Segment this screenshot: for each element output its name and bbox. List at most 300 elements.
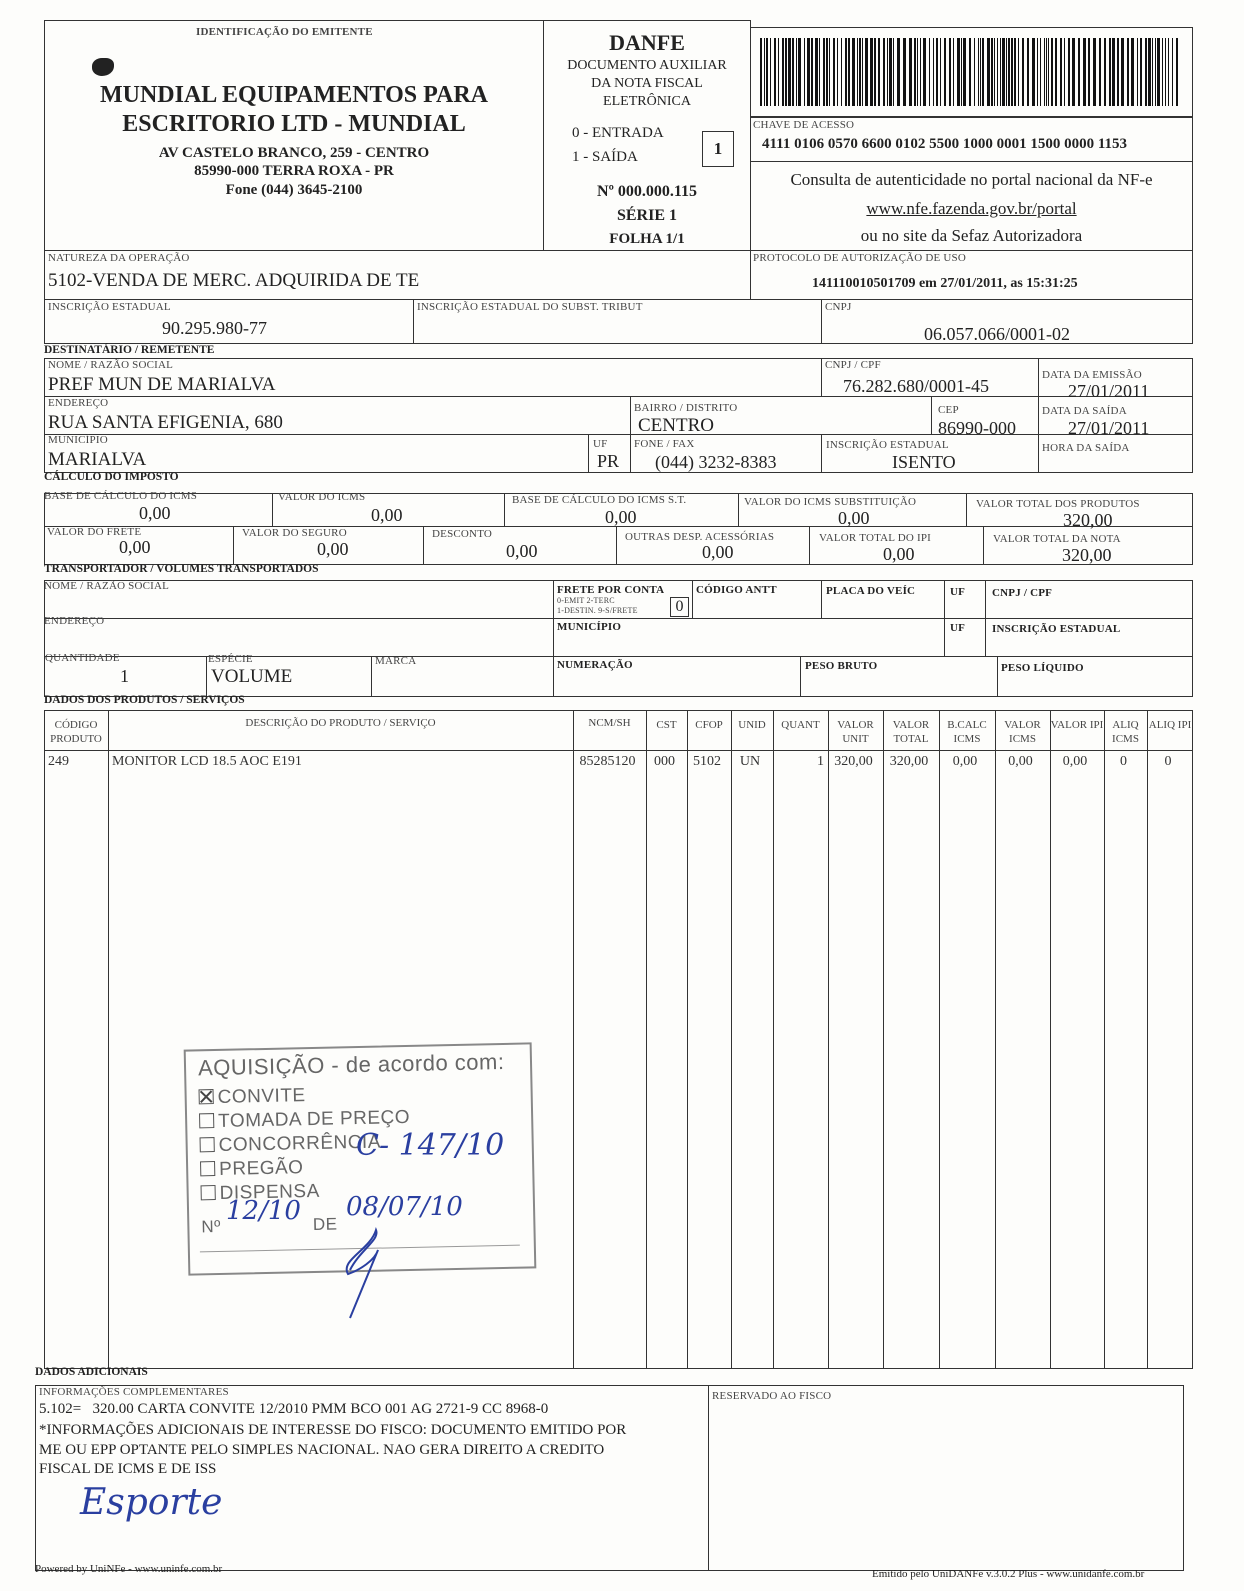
dest-nome: PREF MUN DE MARIALVA <box>48 374 276 395</box>
barcode-bar <box>819 38 820 106</box>
produtos-column-divider <box>731 710 732 1369</box>
frete-value-box: 0 <box>670 597 689 617</box>
trans-row-1 <box>44 618 1193 619</box>
imp-col-e <box>233 526 234 565</box>
barcode-bar <box>848 38 850 106</box>
dest-municipio: MARIALVA <box>48 449 147 470</box>
info-line-3: ME OU EPP OPTANTE PELO SIMPLES NACIONAL. NAO GERA DIREITO A CREDITO <box>39 1442 605 1458</box>
table-cell: 320,00 <box>834 754 873 769</box>
barcode-bar <box>987 38 990 106</box>
danfe-subtitle-2: DA NOTA FISCAL <box>591 76 703 91</box>
entrada-label: 0 - ENTRADA <box>572 125 664 141</box>
barcode-bar <box>994 38 995 106</box>
trans-cnpj-label: CNPJ / CPF <box>992 587 1053 599</box>
barcode-bar <box>764 38 765 106</box>
dest-col-1 <box>821 358 822 396</box>
dest-nome-label: NOME / RAZÃO SOCIAL <box>48 359 174 371</box>
footer-right: Emitido pelo UniDANFe v.3.0.2 Plus - www.unidanfe.com.br <box>872 1568 1145 1580</box>
barcode-bar <box>1165 38 1166 106</box>
barcode-bar <box>852 38 855 106</box>
barcode-bar <box>874 38 876 106</box>
produtos-header-cell: VALOR IPI <box>1050 719 1104 731</box>
barcode-bar <box>837 38 838 106</box>
barcode-bar <box>957 38 960 106</box>
protocolo-label: PROTOCOLO DE AUTORIZAÇÃO DE USO <box>753 252 966 264</box>
barcode-bar <box>1044 38 1045 106</box>
stamp-de: DE <box>312 1214 338 1234</box>
barcode-bar <box>782 38 784 106</box>
valor-icms: 0,00 <box>371 505 403 525</box>
barcode-bar <box>807 38 810 106</box>
barcode-bar <box>1168 38 1169 106</box>
barcode-bar <box>1145 38 1147 106</box>
trans-col-e <box>985 580 986 656</box>
barcode-bar <box>936 38 938 106</box>
barcode-bar <box>909 38 912 106</box>
table-cell: UN <box>739 754 761 769</box>
barcode-bar <box>982 38 984 106</box>
inscricao-value: 90.295.980-77 <box>162 318 267 338</box>
natureza-value: 5102-VENDA DE MERC. ADQUIRIDA DE TE <box>48 270 420 291</box>
outras-value: 0,00 <box>702 542 734 562</box>
barcode-bar <box>833 38 835 106</box>
trans-col-h <box>800 656 801 697</box>
barcode-bar <box>798 38 801 106</box>
produtos-header-cell: VALOR UNIT <box>837 719 874 745</box>
barcode-bar <box>1088 38 1090 106</box>
dest-col-3 <box>630 396 631 473</box>
stamp-option-convite <box>198 1085 305 1109</box>
natureza-label: NATUREZA DA OPERAÇÃO <box>48 252 190 264</box>
base-icms-label: BASE DE CÁLCULO DO ICMS <box>44 490 198 502</box>
barcode-bar <box>940 38 941 106</box>
barcode-bar <box>788 38 791 106</box>
produtos-header-cell: CÓDIGO PRODUTO <box>50 719 102 745</box>
barcode-bar <box>859 38 861 106</box>
barcode-bar <box>1140 38 1142 106</box>
quantidade-value: 1 <box>120 666 129 686</box>
barcode-bar <box>923 38 926 106</box>
dest-emissao-label: DATA DA EMISSÃO <box>1042 369 1142 381</box>
emitente-name-2: ESCRITORIO LTD - MUNDIAL <box>122 111 466 137</box>
frete-label: VALOR DO FRETE <box>47 526 142 538</box>
chave-value: 4111 0106 0570 6600 0102 5500 1000 0001 1500 0000 1153 <box>762 136 1128 152</box>
table-cell: 320,00 <box>889 754 929 769</box>
barcode-bar <box>1127 38 1129 106</box>
cnpj-emit-label: CNPJ <box>825 301 852 313</box>
checkbox-icon <box>200 1137 215 1152</box>
dest-cnpj-label: CNPJ / CPF <box>825 359 881 371</box>
frete-conta-label: FRETE POR CONTA <box>557 584 665 596</box>
protocolo-value: 141110010501709 em 27/01/2011, as 15:31:25 <box>812 276 1078 291</box>
consulta-sefaz: ou no site da Sefaz Autorizadora <box>860 226 1083 245</box>
handwritten-date: 08/07/10 <box>346 1192 463 1222</box>
barcode-bar <box>778 38 779 106</box>
checkbox-icon <box>201 1185 216 1200</box>
barcode-bar <box>760 38 762 106</box>
emitente-address: AV CASTELO BRANCO, 259 - CENTRO <box>158 145 430 161</box>
emitente-city: 85990-000 TERRA ROXA - PR <box>194 163 394 179</box>
produtos-header-cell: CST <box>656 719 677 731</box>
barcode-bar <box>980 38 981 106</box>
checkbox-icon <box>200 1161 215 1176</box>
dest-saida-label: DATA DA SAÍDA <box>1042 405 1127 417</box>
especie-value: VOLUME <box>211 666 293 687</box>
trans-col-a <box>553 580 554 697</box>
produtos-column-divider <box>646 710 647 1369</box>
produtos-header-cell: B.CALC ICMS <box>947 719 987 745</box>
dest-uf: PR <box>597 451 620 471</box>
barcode-bar <box>1000 38 1001 106</box>
barcode-bar <box>811 38 813 106</box>
dest-col-5 <box>588 434 589 473</box>
barcode-bar <box>1064 38 1065 106</box>
barcode-bar <box>1008 38 1010 106</box>
barcode-bar <box>1162 38 1163 106</box>
handwritten-reference: C- 147/10 <box>356 1128 505 1163</box>
inscricao-st-label: INSCRIÇÃO ESTADUAL DO SUBST. TRIBUT <box>417 301 643 313</box>
saida-label: 1 - SAÍDA <box>572 149 638 165</box>
checkbox-icon <box>199 1113 214 1128</box>
barcode-bar <box>1109 38 1111 106</box>
info-line-4: FISCAL DE ICMS E DE ISS <box>39 1461 217 1477</box>
dest-saida: 27/01/2011 <box>1068 418 1150 438</box>
dest-ie: ISENTO <box>892 452 956 472</box>
dest-endereco: RUA SANTA EFIGENIA, 680 <box>48 412 283 433</box>
consulta-text: Consulta de autenticidade no portal nacional da NF-e <box>790 170 1153 189</box>
barcode-bar <box>878 38 880 106</box>
produtos-header-cell: VALOR TOTAL <box>892 719 930 745</box>
produtos-column-divider <box>995 710 996 1369</box>
outras-label: OUTRAS DESP. ACESSÓRIAS <box>625 531 775 543</box>
nf-number: Nº 000.000.115 <box>597 183 697 200</box>
stamp-option-concorrencia <box>199 1132 381 1158</box>
produtos-column-divider <box>828 710 829 1369</box>
info-line-1: 5.102= 320.00 CARTA CONVITE 12/2010 PMM BCO 001 AG 2721-9 CC 8968-0 <box>39 1401 549 1417</box>
dest-col-4 <box>931 396 932 434</box>
emitente-name-1: MUNDIAL EQUIPAMENTOS PARA <box>99 82 489 108</box>
barcode-bar <box>1093 38 1096 106</box>
trans-nome-label: NOME / RAZÃO SOCIAL <box>44 580 170 592</box>
barcode-bar <box>870 38 873 106</box>
produtos-column-divider <box>883 710 884 1369</box>
barcode-bar <box>1137 38 1138 106</box>
adicionais-section: DADOS ADICIONAIS <box>35 1366 148 1378</box>
total-nota-label: VALOR TOTAL DA NOTA <box>993 533 1121 545</box>
info-label: INFORMAÇÕES COMPLEMENTARES <box>39 1386 229 1398</box>
dest-uf-label: UF <box>593 438 608 450</box>
barcode-bar <box>944 38 946 106</box>
chave-label: CHAVE DE ACESSO <box>753 119 855 131</box>
barcode-bar <box>841 38 842 106</box>
stamp-convite-label: CONVITE <box>217 1085 306 1108</box>
valor-st: 0,00 <box>838 508 870 528</box>
transportador-section: TRANSPORTADOR / VOLUMES TRANSPORTADOS <box>44 563 319 575</box>
barcode-bar <box>1172 38 1173 106</box>
barcode-bar <box>933 38 934 106</box>
barcode-bar <box>963 38 966 106</box>
inscricao-label: INSCRIÇÃO ESTADUAL <box>48 301 171 313</box>
barcode-bar <box>1083 38 1086 106</box>
emitente-phone: Fone (044) 3645-2100 <box>225 182 363 198</box>
barcode-bar <box>917 38 918 106</box>
barcode-bar <box>1104 38 1106 106</box>
nf-folha: FOLHA 1/1 <box>609 231 685 247</box>
barcode-bar <box>1018 38 1019 106</box>
barcode-bar <box>1011 38 1013 106</box>
barcode-bar <box>978 38 979 106</box>
barcode-bar <box>829 38 830 106</box>
dest-bairro-label: BAIRRO / DISTRITO <box>634 402 738 414</box>
stamp-tomada-label: TOMADA DE PREÇO <box>217 1106 411 1132</box>
barcode-bar <box>857 38 858 106</box>
barcode-bar <box>1155 38 1156 106</box>
produtos-column-divider <box>573 710 574 1369</box>
barcode-bar <box>792 38 794 106</box>
barcode-bar <box>893 38 894 106</box>
barcode-bar <box>903 38 906 106</box>
barcode-bar <box>1152 38 1153 106</box>
barcode-bar <box>1112 38 1115 106</box>
barcode-bar <box>823 38 825 106</box>
barcode-bar <box>991 38 993 106</box>
imp-col-h <box>809 526 810 565</box>
produtos-column-divider <box>108 710 109 1369</box>
barcode-bar <box>1078 38 1080 106</box>
handwritten-number: 12/10 <box>226 1196 301 1226</box>
trans-uf-label: UF <box>950 586 966 598</box>
table-cell: 0,00 <box>1062 754 1088 769</box>
produtos-column-divider <box>1147 710 1148 1369</box>
trans-col-b <box>692 580 693 618</box>
base-icms: 0,00 <box>139 503 171 523</box>
barcode-bar <box>770 38 771 106</box>
produtos-header-cell: ALIQ IPI <box>1148 719 1192 731</box>
imp-col-a <box>272 493 273 526</box>
barcode-bar <box>1002 38 1005 106</box>
frete-value: 0,00 <box>119 537 151 557</box>
dest-municipio-label: MUNICÍPIO <box>48 434 108 446</box>
antt-label: CÓDIGO ANTT <box>696 584 777 596</box>
barcode-bar <box>1072 38 1075 106</box>
total-prod: 320,00 <box>1063 510 1113 530</box>
barcode-bar <box>883 38 885 106</box>
produtos-column-divider <box>1104 710 1105 1369</box>
produtos-header-cell: DESCRIÇÃO DO PRODUTO / SERVIÇO <box>245 717 436 729</box>
barcode-bar <box>929 38 930 106</box>
trans-uf2-label: UF <box>950 622 966 634</box>
dest-ie-label: INSCRIÇÃO ESTADUAL <box>826 439 949 451</box>
produtos-header-cell: QUANT <box>781 719 820 731</box>
imposto-section: CÁLCULO DO IMPOSTO <box>44 471 179 483</box>
produtos-column-divider <box>687 710 688 1369</box>
trans-col-f <box>206 656 207 697</box>
table-cell: 5102 <box>693 754 721 769</box>
barcode-bar <box>1099 38 1101 106</box>
barcode-bar <box>997 38 998 106</box>
barcode-bar <box>1068 38 1070 106</box>
barcode-bar <box>897 38 900 106</box>
dest-cnpj: 76.282.680/0001-45 <box>843 376 989 396</box>
produtos-column-divider <box>1050 710 1051 1369</box>
signature-icon <box>320 1210 400 1320</box>
barcode-bar <box>1006 38 1007 106</box>
placa-label: PLACA DO VEÍC <box>826 585 916 597</box>
dest-bairro: CENTRO <box>638 415 714 436</box>
reservado-box <box>708 1385 1184 1571</box>
barcode-bar <box>1176 38 1178 106</box>
dest-row-2 <box>44 434 1193 435</box>
barcode-bar <box>1037 38 1038 106</box>
barcode-bar <box>774 38 776 106</box>
barcode-bar <box>1148 38 1151 106</box>
dest-col-6 <box>821 434 822 473</box>
trans-ie-label: INSCRIÇÃO ESTADUAL <box>992 623 1121 635</box>
consulta-link[interactable]: www.nfe.fazenda.gov.br/portal <box>866 199 1077 218</box>
barcode-bar <box>1048 38 1049 106</box>
dest-fone-label: FONE / FAX <box>634 438 695 450</box>
dest-fone: (044) 3232-8383 <box>655 452 777 472</box>
barcode-bar <box>974 38 975 106</box>
barcode-bar <box>1157 38 1160 106</box>
barcode-bar <box>1051 38 1053 106</box>
table-cell: MONITOR LCD 18.5 AOC E191 <box>112 754 302 769</box>
checkbox-checked-icon <box>199 1089 214 1104</box>
barcode-bar <box>804 38 805 106</box>
danfe-title: DANFE <box>609 30 685 55</box>
produtos-column-divider <box>773 710 774 1369</box>
barcode-bar <box>1032 38 1035 106</box>
dest-row-1 <box>44 396 1193 397</box>
table-cell: 000 <box>654 754 675 769</box>
barcode-bar <box>961 38 962 106</box>
barcode-bar <box>1131 38 1134 106</box>
total-prod-label: VALOR TOTAL DOS PRODUTOS <box>976 498 1140 510</box>
produtos-header-cell: NCM/SH <box>588 717 631 729</box>
table-cell: 0,00 <box>952 754 978 769</box>
trans-col-i <box>997 656 998 697</box>
barcode-bar <box>785 38 787 106</box>
valor-st-label: VALOR DO ICMS SUBSTITUIÇÃO <box>744 496 917 508</box>
frete-opt-2: 1-DESTIN. 9-S/FRETE <box>557 606 638 615</box>
stamp-dispensa-label: DISPENSA <box>219 1180 320 1204</box>
seguro-label: VALOR DO SEGURO <box>242 527 347 539</box>
barcode-bar <box>920 38 921 106</box>
valor-icms-label: VALOR DO ICMS <box>278 491 366 503</box>
produtos-header-line <box>44 750 1193 751</box>
seguro-value: 0,00 <box>317 539 349 559</box>
table-cell: 1 <box>817 754 824 769</box>
barcode-bar <box>766 38 768 106</box>
footer-left: Powered by UniNFe - www.uninfe.com.br <box>35 1563 223 1575</box>
total-nota: 320,00 <box>1062 545 1112 565</box>
barcode-bar <box>949 38 951 106</box>
dest-cep: 86990-000 <box>938 418 1016 438</box>
peso-bruto-label: PESO BRUTO <box>805 660 878 672</box>
danfe-subtitle-1: DOCUMENTO AUXILIAR <box>567 58 727 73</box>
imp-col-b <box>504 493 505 526</box>
table-cell: 249 <box>48 754 69 769</box>
table-cell: 0 <box>1120 754 1127 769</box>
ipi-value: 0,00 <box>883 544 915 564</box>
produtos-header-cell: UNID <box>738 719 766 731</box>
barcode-bar <box>862 38 863 106</box>
barcode-bar <box>1117 38 1119 106</box>
quantidade-label: QUANTIDADE <box>45 652 120 664</box>
produtos-header-cell: ALIQ ICMS <box>1112 719 1139 745</box>
dest-endereco-label: ENDEREÇO <box>48 397 109 409</box>
especie-label: ESPÉCIE <box>208 653 253 665</box>
trans-col-d <box>944 580 945 656</box>
imp-col-i <box>983 526 984 565</box>
barcode-bar <box>1121 38 1124 106</box>
table-cell: 85285120 <box>579 754 636 769</box>
barcode-bar <box>865 38 868 106</box>
cnpj-emit-value: 06.057.066/0001-02 <box>924 324 1070 344</box>
barcode-bar <box>815 38 818 106</box>
desconto-value: 0,00 <box>506 541 538 561</box>
produtos-column-divider <box>939 710 940 1369</box>
dest-cep-label: CEP <box>938 404 959 416</box>
info-line-2: *INFORMAÇÕES ADICIONAIS DE INTERESSE DO FISCO: DOCUMENTO EMITIDO POR <box>39 1422 627 1438</box>
barcode-bar <box>887 38 888 106</box>
barcode-bar <box>1055 38 1057 106</box>
stamp-option-pregao <box>200 1157 304 1181</box>
danfe-subtitle-3: ELETRÔNICA <box>603 94 691 109</box>
imp-col-d <box>966 493 967 526</box>
barcode <box>760 38 1183 106</box>
desconto-label: DESCONTO <box>432 528 493 540</box>
trans-col-c <box>821 580 822 618</box>
stamp-concorrencia-label: CONCORRÊNCIA <box>218 1131 382 1156</box>
emitente-header: IDENTIFICAÇÃO DO EMITENTE <box>196 26 373 38</box>
marca-label: MARCA <box>375 655 417 667</box>
barcode-bar <box>1040 38 1041 106</box>
barcode-bar <box>1022 38 1024 106</box>
barcode-bar <box>889 38 892 106</box>
base-st: 0,00 <box>605 507 637 527</box>
barcode-bar <box>1046 38 1047 106</box>
barcode-bar <box>1027 38 1029 106</box>
reservado-label: RESERVADO AO FISCO <box>712 1390 832 1402</box>
barcode-bar <box>796 38 797 106</box>
peso-liquido-label: PESO LÍQUIDO <box>1001 662 1084 674</box>
numeracao-label: NUMERAÇÃO <box>557 659 633 671</box>
barcode-bar <box>969 38 971 106</box>
barcode-bar <box>1014 38 1016 106</box>
barcode-bar <box>953 38 954 106</box>
produtos-header-cell: CFOP <box>695 719 723 731</box>
nf-serie: SÉRIE 1 <box>616 207 678 224</box>
produtos-header-cell: VALOR ICMS <box>1004 719 1041 745</box>
base-st-label: BASE DE CÁLCULO DO ICMS S.T. <box>512 494 687 506</box>
stamp-number-prefix: Nº <box>201 1216 222 1237</box>
dest-emissao: 27/01/2011 <box>1068 381 1150 401</box>
destinatario-section: DESTINATÁRIO / REMETENTE <box>44 344 215 356</box>
trans-col-g <box>371 656 372 697</box>
table-cell: 0 <box>1164 754 1172 769</box>
barcode-bar <box>826 38 828 106</box>
dest-col-2 <box>1038 358 1039 473</box>
tipo-box: 1 <box>702 131 734 167</box>
stamp-pregao-label: PREGÃO <box>218 1157 304 1180</box>
frete-opt-1: 0-EMIT 2-TERC <box>557 596 615 605</box>
barcode-bar <box>1060 38 1062 106</box>
imp-col-c <box>738 493 739 526</box>
produtos-section: DADOS DOS PRODUTOS / SERVIÇOS <box>44 694 245 706</box>
imp-col-g <box>616 526 617 565</box>
stamp-title: AQUISIÇÃO - de acordo com: <box>197 1048 505 1081</box>
